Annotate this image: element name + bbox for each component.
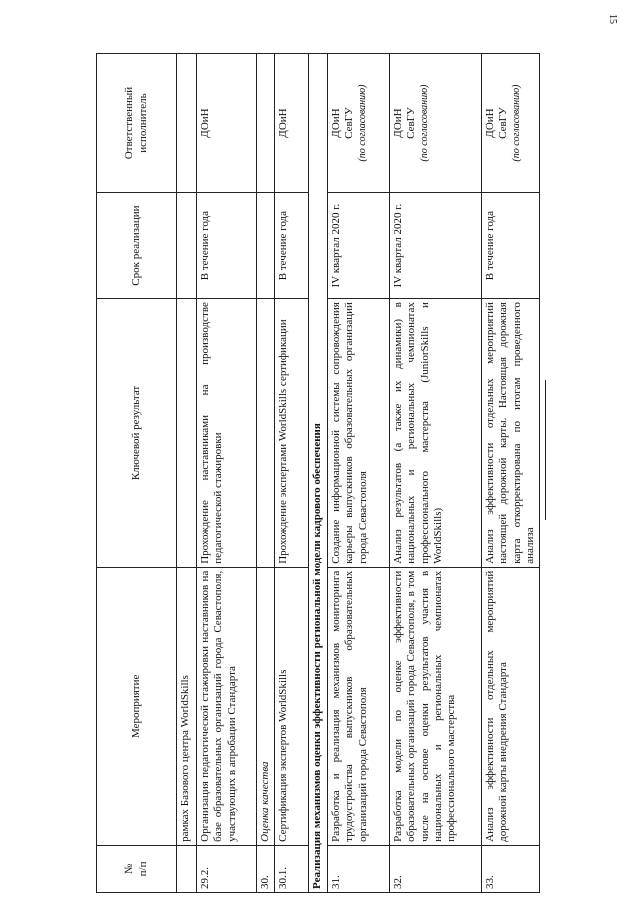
row-event: Разработка модели по оценке эффективности образовательных организаций города Севастополя, в том числе на основе оценки результатов участия в национальных и региональных чемпионатах профессионального мастерства (389, 567, 481, 845)
section-row (309, 54, 327, 893)
row-result (257, 299, 275, 568)
row-num: 30.1. (275, 845, 309, 892)
row-result (177, 299, 197, 568)
page-number: 15 (607, 14, 618, 24)
row-event: Оценка качества (257, 567, 275, 845)
header-row (97, 54, 177, 893)
row-responsible (177, 54, 197, 193)
responsible-line: СевГУ (343, 107, 356, 139)
header-deadline: Срок реализации (97, 193, 177, 299)
responsible-note: (по согласованию) (356, 84, 368, 162)
row-num: 30. (257, 845, 275, 892)
row-num (177, 845, 197, 892)
row-result: Анализ эффективности отдельных мероприятий настоящей дорожной карты. Настоящая дорожная карта откорректирована по итогам проведенного анализа (481, 299, 540, 568)
row-num: 32. (389, 845, 481, 892)
row-num: 29.2. (197, 845, 257, 892)
row-deadline (257, 193, 275, 299)
header-event: Мероприятие (97, 567, 177, 845)
row-responsible (257, 54, 275, 193)
table-row (257, 54, 275, 893)
rotated-table-container (96, 53, 537, 893)
row-event: рамках Базового центра WorldSkills (177, 567, 197, 845)
header-responsible: Ответственный исполнитель (97, 54, 177, 193)
row-deadline: В течение года (275, 193, 309, 299)
row-responsible (197, 54, 257, 193)
row-result: Создание информационной системы сопровождения карьеры выпускников образовательных организаций города Севастополя (327, 299, 389, 568)
table-row (481, 54, 540, 893)
table-row (275, 54, 309, 893)
header-num: № п/п (97, 845, 177, 892)
responsible-line: ДОиН (199, 108, 211, 138)
row-responsible (327, 54, 389, 193)
row-num: 31. (327, 845, 389, 892)
row-result: Прохождение наставниками на производстве педагогической стажировки (197, 299, 257, 568)
row-event: Анализ эффективности отдельных мероприятий дорожной карты внедрения Стандарта (481, 567, 540, 845)
row-responsible (389, 54, 481, 193)
row-event: Сертификация экспертов WorldSkills (275, 567, 309, 845)
responsible-line: ДОиН (277, 108, 290, 138)
row-result: Анализ результатов (а также их динамики) в национальных и региональных чемпионатах профессионального мастерства (JuniorSkills и WorldSkills) (389, 299, 481, 568)
row-deadline: IV квартал 2020 г. (327, 193, 389, 299)
table-row (327, 54, 389, 893)
table-row (197, 54, 257, 893)
row-responsible (275, 54, 309, 193)
row-result: Прохождение экспертами WorldSkills сертификации (275, 299, 309, 568)
row-num: 33. (481, 845, 540, 892)
table-row (177, 54, 197, 893)
row-responsible (481, 54, 540, 193)
row-event: Разработка и реализация механизмов мониторинга трудоустройства выпускников образовательных организаций города Севастополя (327, 567, 389, 845)
row-deadline (177, 193, 197, 299)
row-event: Организация педагогической стажировки наставников на базе образовательных организаций города Севастополя, участвующих в апробации Стандарта (197, 567, 257, 845)
margin-rule (545, 380, 546, 520)
responsible-line: ДОиН (329, 108, 342, 138)
responsible-note: (по согласованию) (418, 84, 430, 162)
responsible-line: ДОиН (391, 108, 404, 138)
responsible-line: ДОиН (483, 108, 496, 138)
row-deadline: В течение года (197, 193, 257, 299)
row-deadline: В течение года (481, 193, 540, 299)
table-row (389, 54, 481, 893)
section-title: Реализация механизмов оценки эффективности региональной модели кадрового обеспечения (309, 54, 327, 893)
header-result: Ключевой результат (97, 299, 177, 568)
responsible-note: (по согласованию) (510, 84, 522, 162)
responsible-line: СевГУ (405, 107, 418, 139)
row-deadline: IV квартал 2020 г. (389, 193, 481, 299)
roadmap-table (96, 53, 540, 893)
responsible-line: СевГУ (497, 107, 510, 139)
